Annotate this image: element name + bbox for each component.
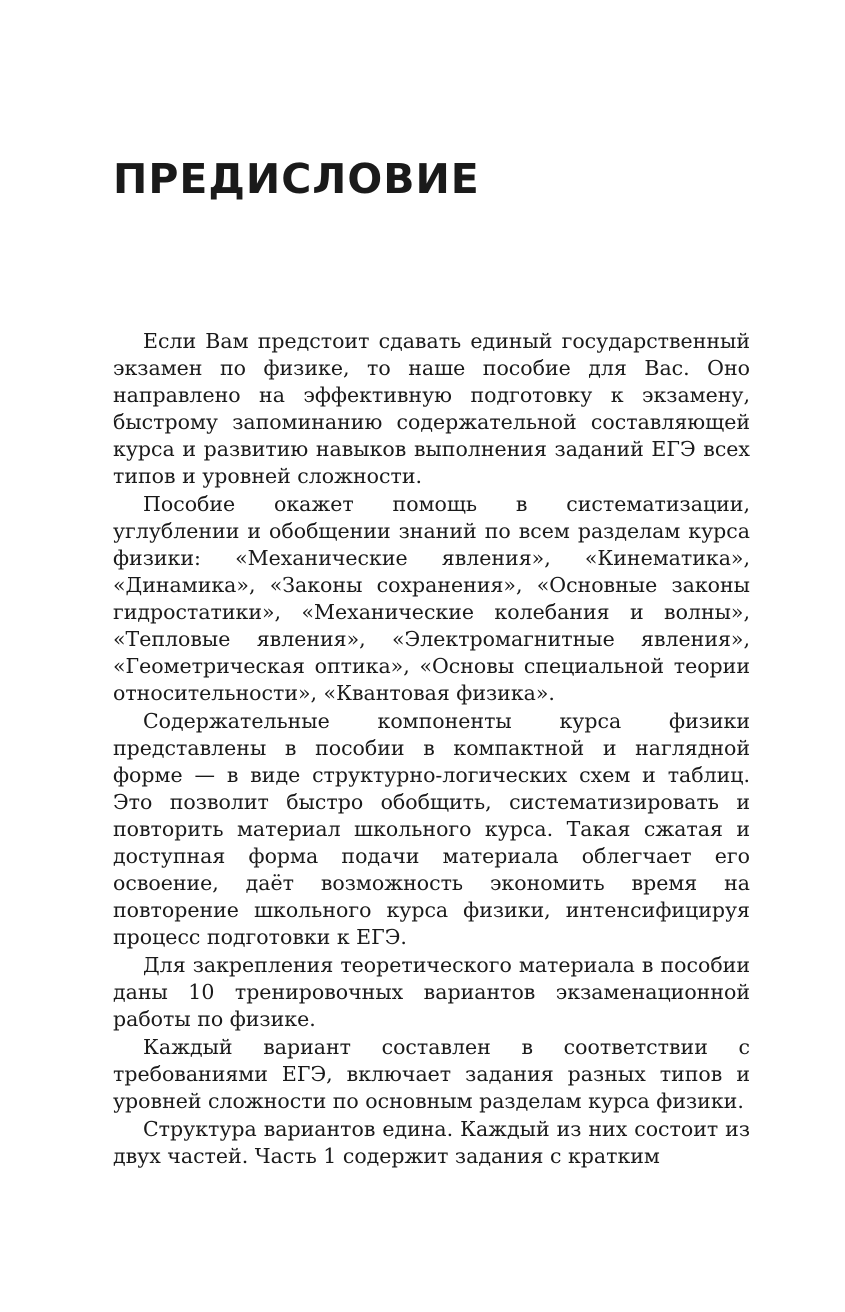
- paragraph-structure: Структура вариантов едина. Каждый из них состоит из двух частей. Часть 1 содержит задания с кратким: [113, 1117, 750, 1168]
- paragraph-sections: Пособие окажет помощь в систематизации, углублении и обобщении знаний по всем разделам курса физики: «Механические явления», «Кинематика», «Динамика», «Законы сохранения», «Основные законы гидростатики», «Механические колебания и волны», «Тепловые явления», «Электромагнитные явления», «Геометрическая оптика», «Основы специальной теории относительности», «Квантовая физика».: [113, 492, 750, 705]
- body-text: [113, 328, 750, 1171]
- paragraph-intro: Если Вам предстоит сдавать единый государственный экзамен по физике, то наше пособие для Вас. Оно направлено на эффективную подготовку к экзамену, быстрому запоминанию содержательной составляющей курса и развитию навыков выполнения заданий ЕГЭ всех типов и уровней сложности.: [113, 329, 750, 488]
- page-title: ПРЕДИСЛОВИЕ: [113, 155, 480, 203]
- paragraph-content: Содержательные компоненты курса физики представлены в пособии в компактной и наглядной форме — в виде структурно-логических схем и таблиц. Это позволит быстро обобщить, систематизировать и повторить материал школьного курса. Такая сжатая и доступная форма подачи материала облегчает его освоение, даёт возможность экономить время на повторение школьного курса физики, интенсифицируя процесс подготовки к ЕГЭ.: [113, 709, 750, 949]
- paragraph-requirements: Каждый вариант составлен в соответствии с требованиями ЕГЭ, включает задания разных типов и уровней сложности по основным разделам курса физики.: [113, 1035, 750, 1113]
- paragraph-variants: Для закрепления теоретического материала в пособии даны 10 тренировочных вариантов экзаменационной работы по физике.: [113, 953, 750, 1031]
